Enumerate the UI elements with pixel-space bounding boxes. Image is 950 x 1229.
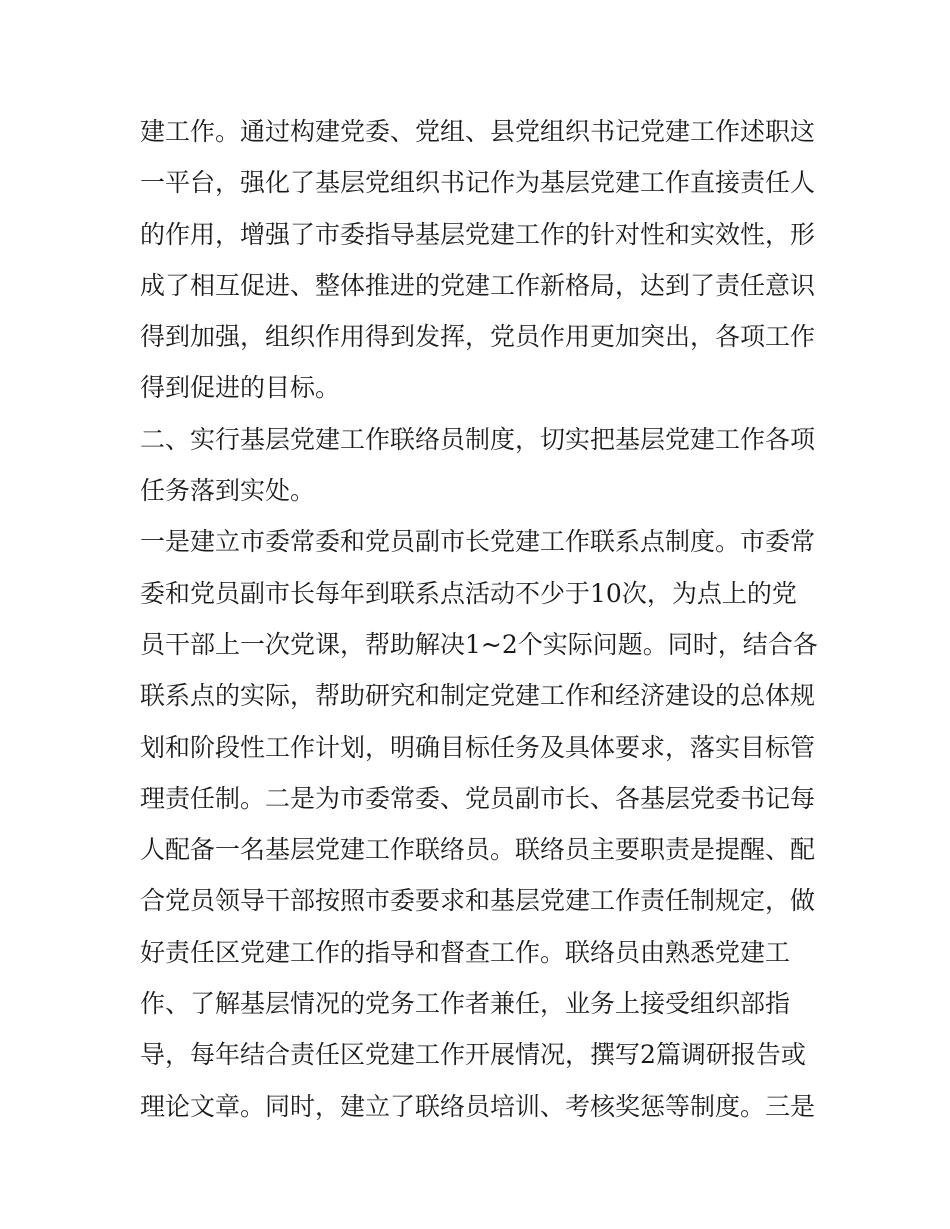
text-line: 导，每年结合责任区党建工作开展情况，撰写2篇调研报告或 bbox=[140, 1040, 806, 1070]
text-line: 好责任区党建工作的指导和督查工作。联络员由熟悉党建工 bbox=[140, 937, 791, 967]
text-line: 建工作。通过构建党委、党组、县党组织书记党建工作述职这 bbox=[140, 117, 816, 146]
text-line: 一是建立市委常委和党员副市长党建工作联系点制度。市委常 bbox=[140, 527, 816, 557]
text-line: 得到促进的目标。 bbox=[140, 373, 341, 403]
text-line: 得到加强，组织作用得到发挥，党员作用更加突出，各项工作 bbox=[140, 322, 816, 352]
text-line: 作、了解基层情况的党务工作者兼任，业务上接受组织部指 bbox=[140, 989, 791, 1019]
text-line: 人配备一名基层党建工作联络员。联络员主要职责是提醒、配 bbox=[140, 835, 816, 865]
body-text bbox=[140, 106, 820, 1132]
text-line: 理责任制。二是为市委常委、党员副市长、各基层党委书记每 bbox=[140, 783, 816, 813]
section-heading-line: 二、实行基层党建工作联络员制度，切实把基层党建工作各项 bbox=[140, 424, 816, 454]
text-line: 成了相互促进、整体推进的党建工作新格局，达到了责任意识 bbox=[140, 270, 816, 300]
text-line: 员干部上一次党课，帮助解决1~2个实际问题。同时，结合各 bbox=[140, 629, 818, 659]
text-line: 联系点的实际，帮助研究和制定党建工作和经济建设的总体规 bbox=[140, 681, 816, 711]
text-line: 合党员领导干部按照市委要求和基层党建工作责任制规定，做 bbox=[140, 886, 816, 916]
text-line: 划和阶段性工作计划，明确目标任务及具体要求，落实目标管 bbox=[140, 732, 816, 762]
text-line: 一平台，强化了基层党组织书记作为基层党建工作直接责任人 bbox=[140, 168, 816, 198]
text-line: 委和党员副市长每年到联系点活动不少于10次，为点上的党 bbox=[140, 578, 797, 608]
section-heading-line: 任务落到实处。 bbox=[140, 476, 316, 506]
text-line: 的作用，增强了市委指导基层党建工作的针对性和实效性，形 bbox=[140, 219, 816, 249]
text-line: 理论文章。同时，建立了联络员培训、考核奖惩等制度。三是 bbox=[140, 1091, 816, 1121]
